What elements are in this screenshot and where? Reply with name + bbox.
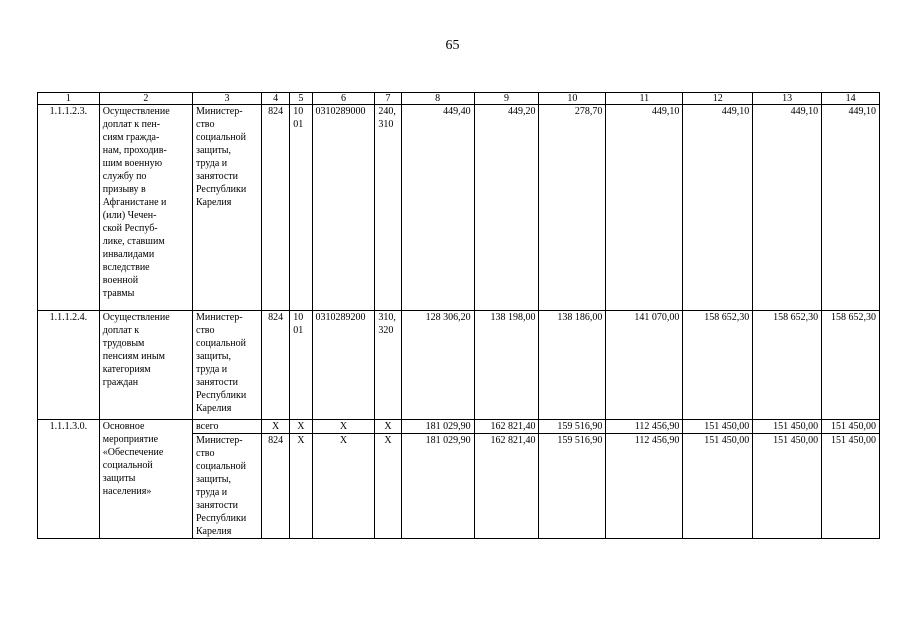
responsible-executor: Министер- ство социальной защиты, труда и занятости Республики Карелия bbox=[193, 434, 262, 539]
value-cell: 151 450,00 bbox=[683, 434, 753, 539]
value-cell: 112 456,90 bbox=[606, 420, 683, 434]
column-header: 2 bbox=[99, 93, 192, 105]
column-header: 1 bbox=[38, 93, 100, 105]
value-cell: 449,10 bbox=[753, 105, 822, 311]
value-cell: 158 652,30 bbox=[753, 311, 822, 420]
row-code: 1.1.1.2.3. bbox=[38, 105, 100, 311]
responsible-executor: Министер- ство социальной защиты, труда и занятости Республики Карелия bbox=[193, 105, 262, 311]
value-cell: 128 306,20 bbox=[401, 311, 474, 420]
vr-code: 310, 320 bbox=[375, 311, 401, 420]
responsible-executor: всего bbox=[193, 420, 262, 434]
rzpr-code: 10 01 bbox=[290, 311, 312, 420]
column-header: 13 bbox=[753, 93, 822, 105]
budget-table bbox=[37, 92, 880, 539]
value-cell: 151 450,00 bbox=[822, 434, 880, 539]
vr-code: X bbox=[375, 434, 401, 539]
value-cell: 181 029,90 bbox=[401, 420, 474, 434]
vr-code: X bbox=[375, 420, 401, 434]
value-cell: 158 652,30 bbox=[822, 311, 880, 420]
column-header: 9 bbox=[474, 93, 539, 105]
event-name: Осуществление доплат к трудовым пенсиям иным категориям граждан bbox=[99, 311, 192, 420]
value-cell: 138 186,00 bbox=[539, 311, 606, 420]
value-cell: 449,40 bbox=[401, 105, 474, 311]
value-cell: 141 070,00 bbox=[606, 311, 683, 420]
table-row bbox=[38, 105, 880, 311]
column-header: 11 bbox=[606, 93, 683, 105]
column-header: 4 bbox=[261, 93, 289, 105]
row-code: 1.1.1.3.0. bbox=[38, 420, 100, 539]
value-cell: 159 516,90 bbox=[539, 434, 606, 539]
value-cell: 151 450,00 bbox=[753, 434, 822, 539]
value-cell: 112 456,90 bbox=[606, 434, 683, 539]
vr-code: 240, 310 bbox=[375, 105, 401, 311]
csr-code: X bbox=[312, 420, 375, 434]
value-cell: 449,10 bbox=[683, 105, 753, 311]
row-code: 1.1.1.2.4. bbox=[38, 311, 100, 420]
column-header: 5 bbox=[290, 93, 312, 105]
rzpr-code: 10 01 bbox=[290, 105, 312, 311]
value-cell: 162 821,40 bbox=[474, 434, 539, 539]
grbs-code: 824 bbox=[261, 311, 289, 420]
value-cell: 138 198,00 bbox=[474, 311, 539, 420]
value-cell: 162 821,40 bbox=[474, 420, 539, 434]
table-row bbox=[38, 420, 880, 434]
column-header: 10 bbox=[539, 93, 606, 105]
value-cell: 159 516,90 bbox=[539, 420, 606, 434]
grbs-code: 824 bbox=[261, 434, 289, 539]
column-header: 3 bbox=[193, 93, 262, 105]
value-cell: 151 450,00 bbox=[683, 420, 753, 434]
value-cell: 181 029,90 bbox=[401, 434, 474, 539]
csr-code: 0310289000 bbox=[312, 105, 375, 311]
value-cell: 449,10 bbox=[822, 105, 880, 311]
page-number: 65 bbox=[445, 38, 460, 53]
value-cell: 158 652,30 bbox=[683, 311, 753, 420]
column-header: 14 bbox=[822, 93, 880, 105]
event-name: Осуществление доплат к пен- сиям гражда- нам, проходив- шим военную службу по призыву в Афганистане и (или) Чечен- ской Респуб- лике, ставшим инвалидами вследствие военной травмы bbox=[99, 105, 192, 311]
value-cell: 449,20 bbox=[474, 105, 539, 311]
value-cell: 449,10 bbox=[606, 105, 683, 311]
column-header: 7 bbox=[375, 93, 401, 105]
rzpr-code: X bbox=[290, 434, 312, 539]
column-header: 6 bbox=[312, 93, 375, 105]
column-header: 8 bbox=[401, 93, 474, 105]
table-row bbox=[38, 311, 880, 420]
responsible-executor: Министер- ство социальной защиты, труда и занятости Республики Карелия bbox=[193, 311, 262, 420]
grbs-code: X bbox=[261, 420, 289, 434]
value-cell: 151 450,00 bbox=[822, 420, 880, 434]
value-cell: 151 450,00 bbox=[753, 420, 822, 434]
csr-code: 0310289200 bbox=[312, 311, 375, 420]
column-header: 12 bbox=[683, 93, 753, 105]
value-cell: 278,70 bbox=[539, 105, 606, 311]
event-name: Основное мероприятие «Обеспечение социальной защиты населения» bbox=[99, 420, 192, 539]
header-row bbox=[38, 93, 880, 105]
rzpr-code: X bbox=[290, 420, 312, 434]
csr-code: X bbox=[312, 434, 375, 539]
grbs-code: 824 bbox=[261, 105, 289, 311]
